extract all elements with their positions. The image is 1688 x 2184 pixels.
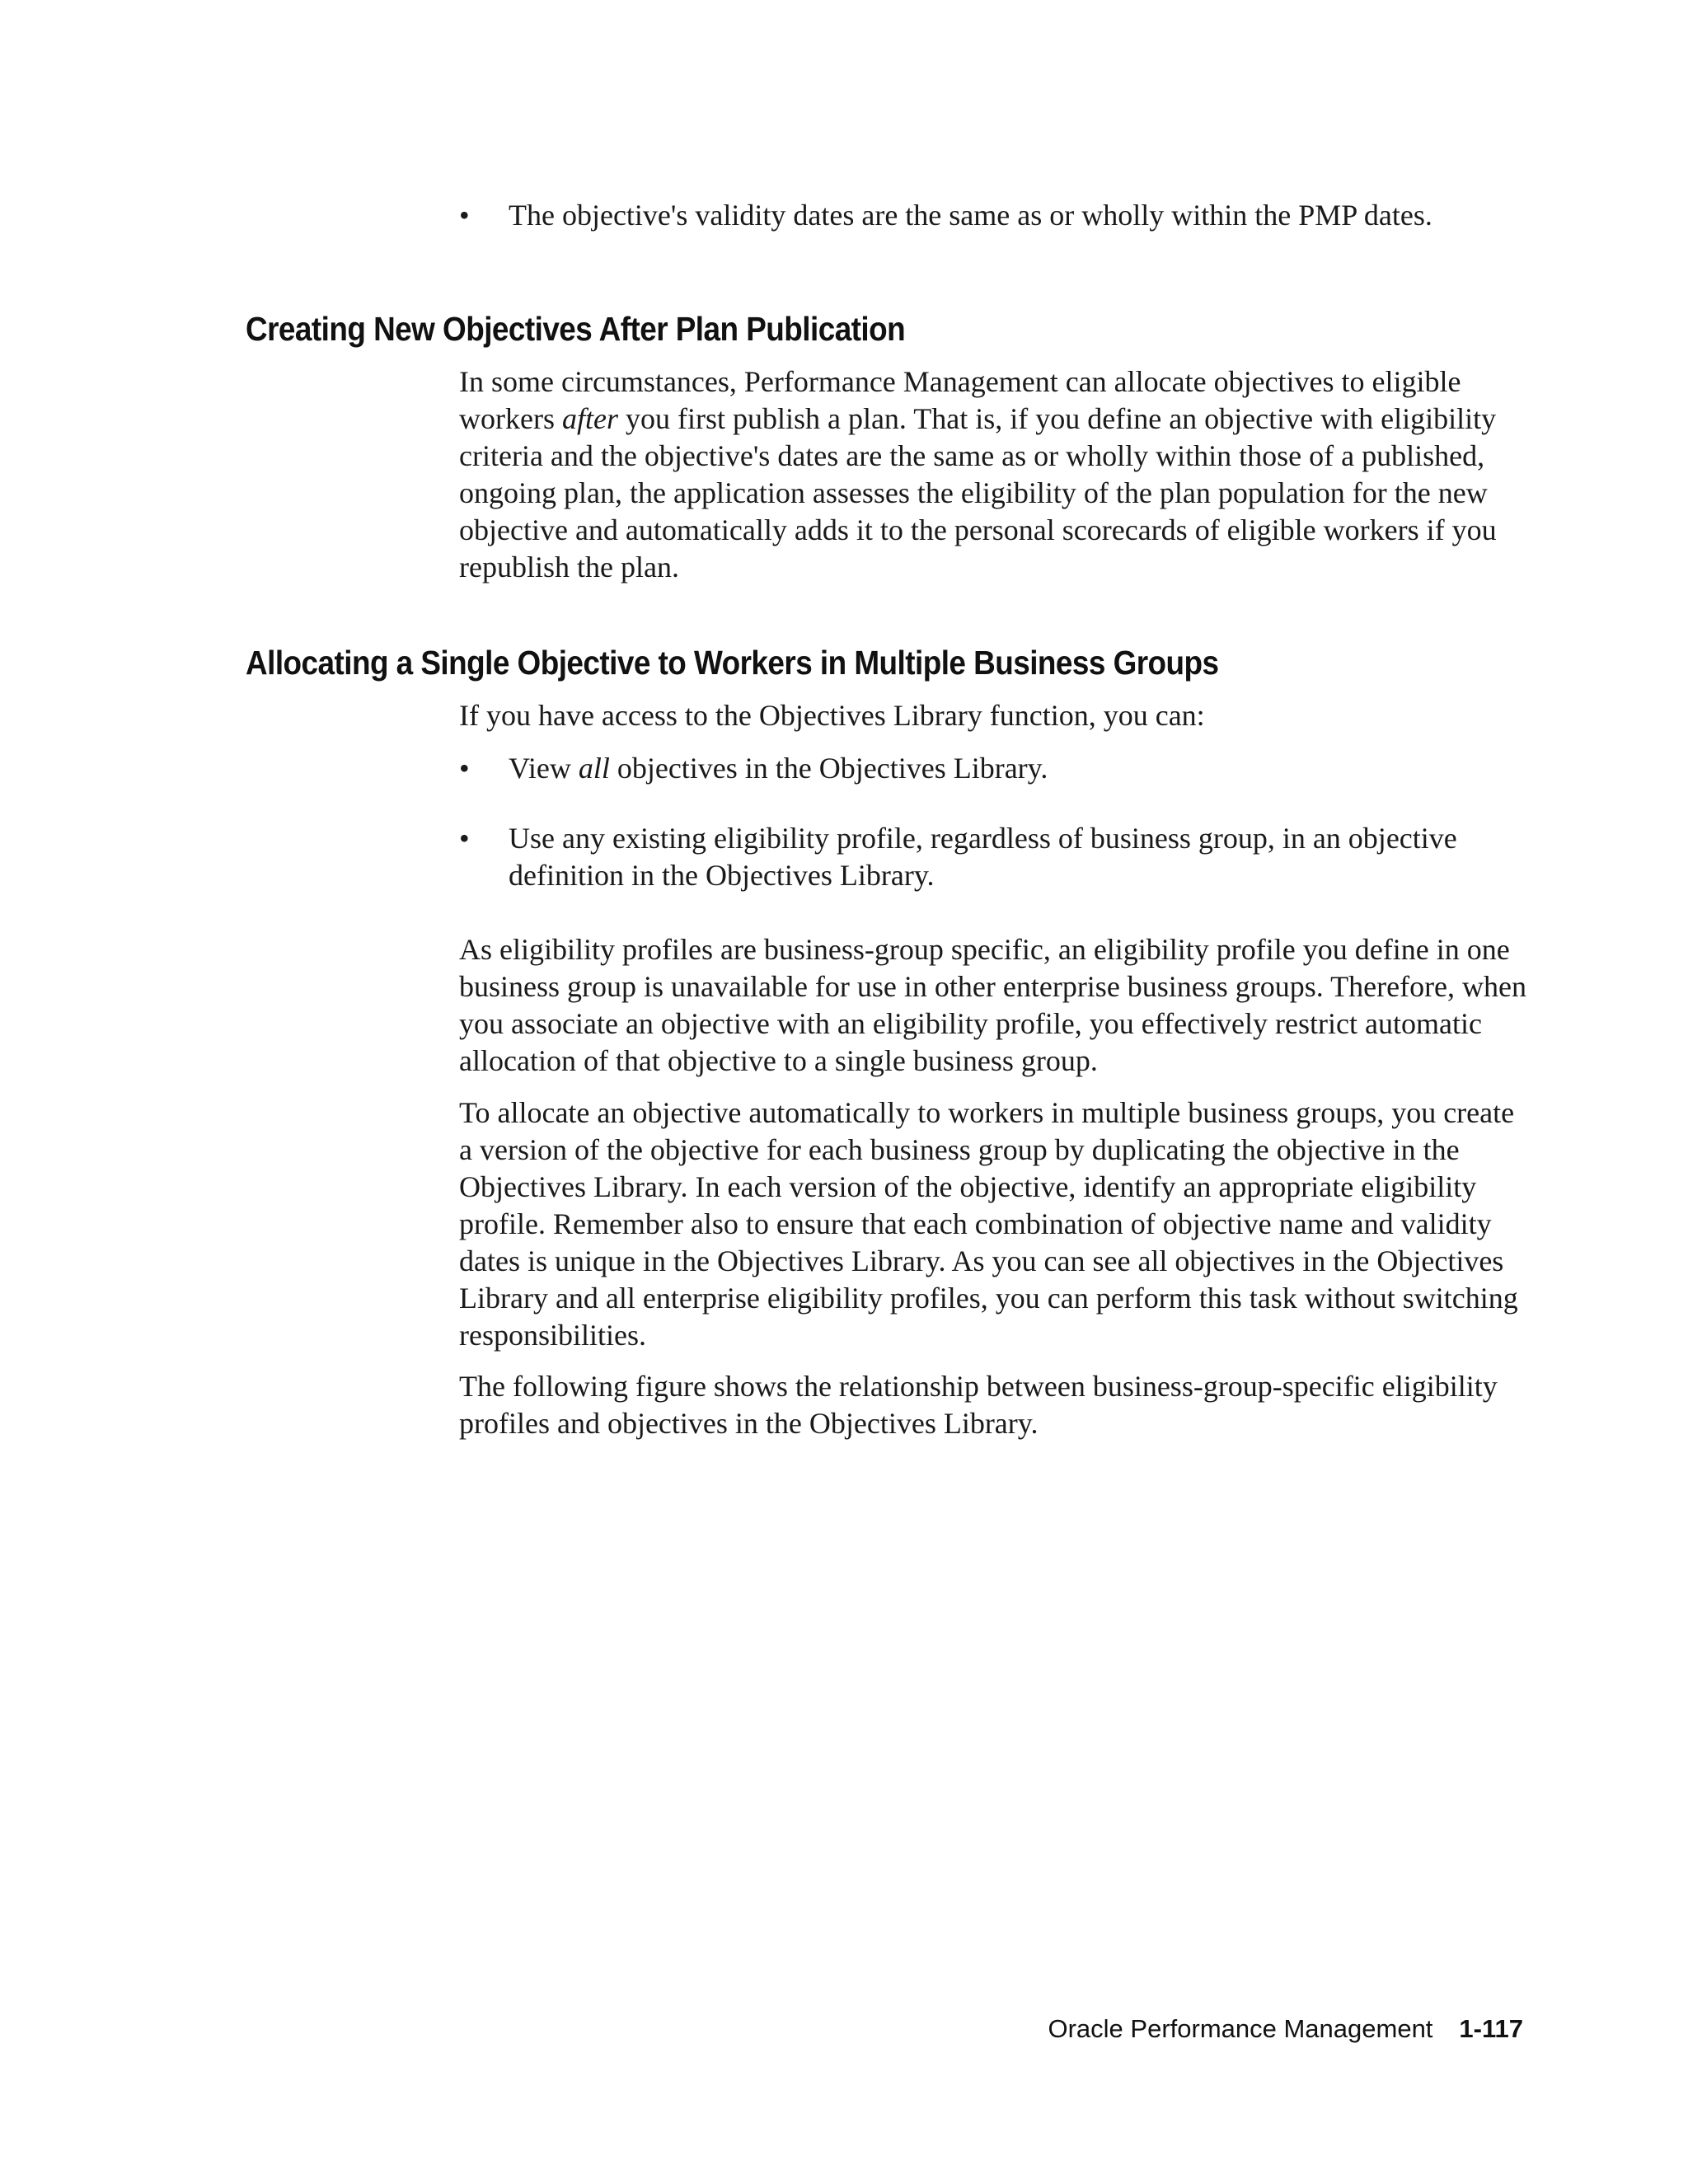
- section1-paragraph: [459, 363, 1531, 586]
- section2-paragraph-3: The following figure shows the relationship between business-group-specific eligibility profiles and objectives in the Objectives Library.: [459, 1370, 1498, 1440]
- section2-paragraph-2: To allocate an objective automatically to workers in multiple business groups, you create a version of the objective for each business group by duplicating the objective in the Objectives Library. In each version of the objective, identify an appropriate eligibility profile. Remember also to ensure that each combination of objective name and validity dates is unique in the Objectives Library. As you can see all objectives in the Objectives Library and all enterprise eligibility profiles, you can perform this task without switching responsibilities.: [459, 1096, 1518, 1352]
- emphasis-text: after: [561, 402, 618, 435]
- section-heading-allocating-single-objective: Allocating a Single Objective to Workers in Multiple Business Groups: [246, 644, 1219, 682]
- text-run: View: [509, 752, 579, 785]
- section-heading-creating-new-objectives: Creating New Objectives After Plan Publication: [246, 310, 906, 348]
- text-run: you first publish a plan. That is, if you define an objective with eligibility criteria and the objective's dates are the same as or wholly within those of a published, ongoing plan, the application assesses the eligibility of the plan population for the new objective and automatically adds it to the personal scorecards of eligible workers if you republish the plan.: [459, 402, 1497, 583]
- footer-page-number: 1-117: [1459, 2014, 1523, 2043]
- bullet-text: [509, 750, 1531, 787]
- text-run: In some circumstances, Performance Management can allocate objectives to eligible workers: [459, 365, 1461, 435]
- emphasis-text: all: [578, 752, 610, 785]
- page-footer: [1048, 2014, 1523, 2044]
- footer-title: Oracle Performance Management: [1048, 2014, 1433, 2043]
- section2-intro: If you have access to the Objectives Library function, you can:: [459, 699, 1205, 732]
- text-run: objectives in the Objectives Library.: [609, 752, 1048, 785]
- bullet-marker: •: [459, 199, 470, 232]
- bullet-marker: •: [459, 752, 470, 785]
- bullet-text: The objective's validity dates are the same as or wholly within the PMP dates.: [509, 199, 1432, 232]
- section2-paragraph-1: As eligibility profiles are business-group specific, an eligibility profile you define in one business group is unavailable for use in other enterprise business groups. Therefore, when you associate an objective with an eligibility profile, you effectively restrict automatic allocation of that objective to a single business group.: [459, 933, 1527, 1077]
- bullet-marker: •: [459, 822, 470, 855]
- bullet-text: Use any existing eligibility profile, regardless of business group, in an objective definition in the Objectives Library.: [509, 822, 1457, 892]
